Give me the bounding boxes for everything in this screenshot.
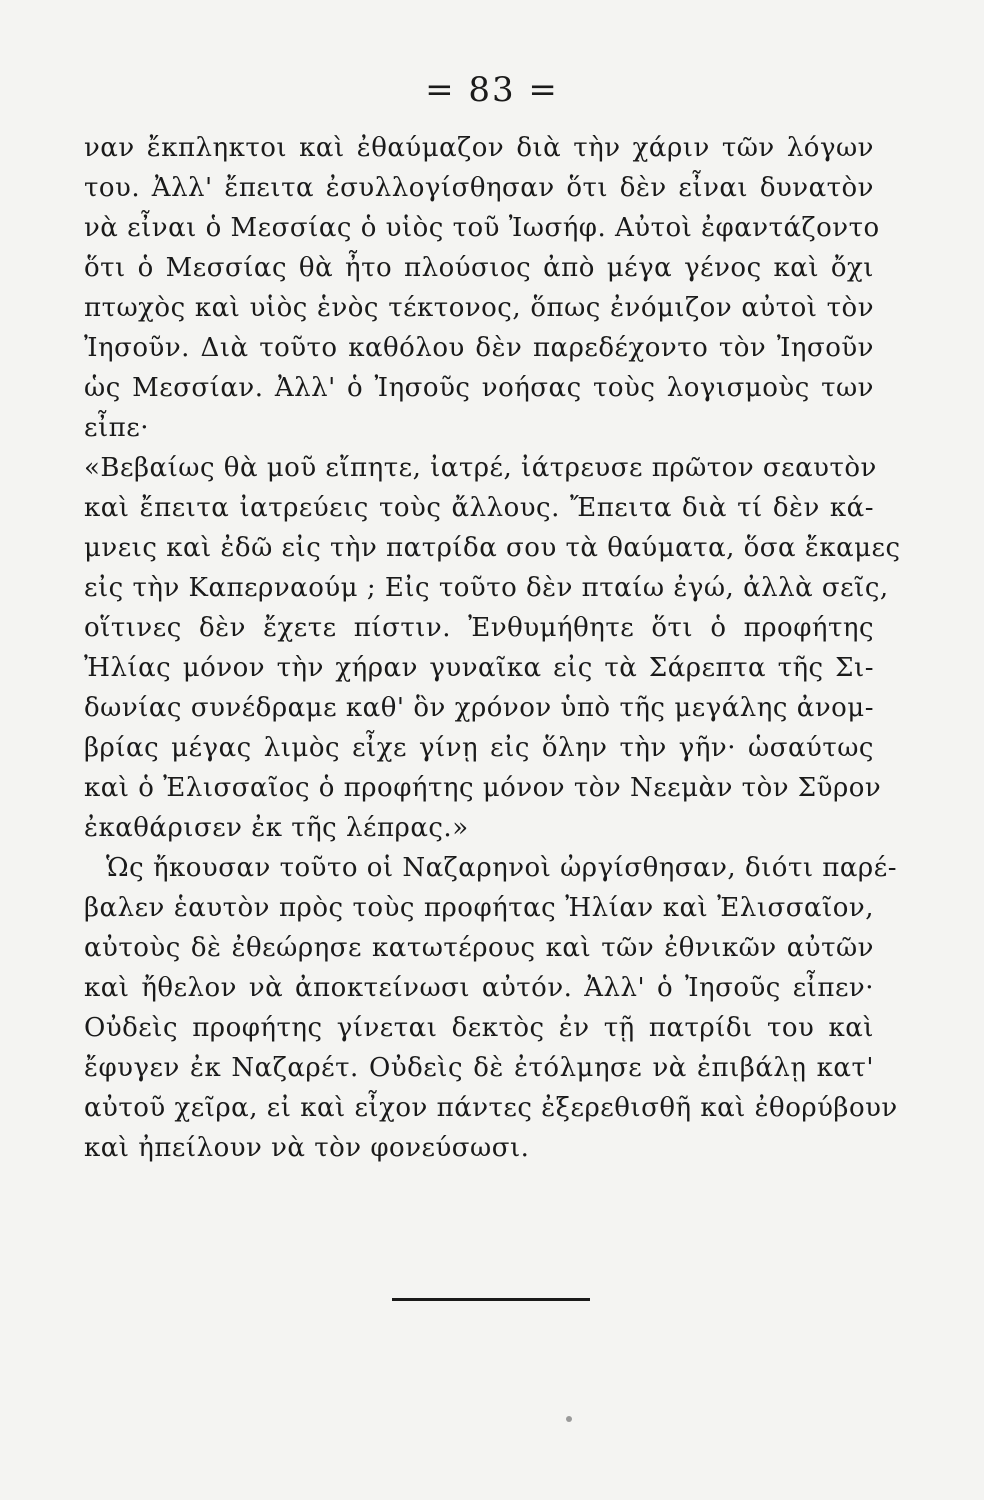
text-line: ἐκαθάρισεν ἐκ τῆς λέπρας.»	[84, 813, 469, 843]
text-line: καὶ ὁ Ἐλισσαῖος ὁ προφήτης μόνον τὸν Νεεμὰν τὸν Σῦρον	[84, 773, 882, 803]
text-line: Ὡς ἤκουσαν τοῦτο οἱ Ναζαρηνοὶ ὠργίσθησαν, διότι παρέ-	[106, 853, 897, 883]
paper-speck	[566, 1416, 572, 1422]
page-number: = 83 =	[425, 70, 559, 110]
text-line: ἔφυγεν ἐκ Ναζαρέτ. Οὐδεὶς δὲ ἐτόλμησε νὰ ἐπιβάλῃ κατ'	[84, 1053, 874, 1083]
text-line: νὰ εἶναι ὁ Μεσσίας ὁ υἱὸς τοῦ Ἰωσήφ. Αὐτοὶ ἐφαντάζοντο	[84, 213, 880, 243]
text-line: εἰς τὴν Καπερναούμ ; Εἰς τοῦτο δὲν πταίω ἐγώ, ἀλλὰ σεῖς,	[84, 573, 889, 603]
text-line: βαλεν ἑαυτὸν πρὸς τοὺς προφήτας Ἠλίαν καὶ Ἐλισσαῖον,	[84, 893, 874, 923]
text-line: αὐτοῦ χεῖρα, εἰ καὶ εἶχον πάντες ἐξερεθισθῆ καὶ ἐθορύβουν	[84, 1093, 898, 1123]
text-line: καὶ ἤθελον νὰ ἀποκτείνωσι αὐτόν. Ἀλλ' ὁ Ἰησοῦς εἶπεν·	[84, 973, 874, 1003]
paragraph-3	[84, 848, 898, 1168]
text-line: ὡς Μεσσίαν. Ἀλλ' ὁ Ἰησοῦς νοήσας τοὺς λογισμοὺς των	[84, 373, 874, 403]
text-line: μνεις καὶ ἐδῶ εἰς τὴν πατρίδα σου τὰ θαύματα, ὅσα ἔκαμες	[84, 533, 901, 563]
text-line: ὅτι ὁ Μεσσίας θὰ ἦτο πλούσιος ἀπὸ μέγα γένος καὶ ὄχι	[84, 253, 874, 283]
text-line: «Βεβαίως θὰ μοῦ εἴπητε, ἰατρέ, ἰάτρευσε πρῶτον σεαυτὸν	[84, 453, 877, 483]
paragraph-1	[84, 128, 880, 448]
text-line: οἵτινες δὲν ἔχετε πίστιν. Ἐνθυμήθητε ὅτι ὁ προφήτης	[84, 613, 874, 643]
text-line: καὶ ἔπειτα ἰατρεύεις τοὺς ἄλλους. Ἔπειτα διὰ τί δὲν κά-	[84, 493, 874, 523]
text-line: Ἠλίας μόνον τὴν χήραν γυναῖκα εἰς τὰ Σάρεπτα τῆς Σι-	[84, 653, 874, 683]
paragraph-2	[84, 448, 901, 848]
text-line: Ἰησοῦν. Διὰ τοῦτο καθόλου δὲν παρεδέχοντο τὸν Ἰησοῦν	[84, 333, 874, 363]
text-line: πτωχὸς καὶ υἱὸς ἑνὸς τέκτονος, ὅπως ἐνόμιζον αὐτοὶ τὸν	[84, 293, 874, 323]
text-line: Οὐδεὶς προφήτης γίνεται δεκτὸς ἐν τῇ πατρίδι του καὶ	[84, 1013, 874, 1043]
body-text	[84, 128, 901, 1168]
text-line: αὐτοὺς δὲ ἐθεώρησε κατωτέρους καὶ τῶν ἐθνικῶν αὐτῶν	[84, 933, 874, 963]
text-line: καὶ ἠπείλουν νὰ τὸν φονεύσωσι.	[84, 1133, 530, 1163]
text-line: ναν ἔκπληκτοι καὶ ἐθαύμαζον διὰ τὴν χάριν τῶν λόγων	[84, 133, 874, 163]
text-line: του. Ἀλλ' ἔπειτα ἐσυλλογίσθησαν ὅτι δὲν εἶναι δυνατὸν	[84, 173, 874, 203]
text-line: βρίας μέγας λιμὸς εἶχε γίνῃ εἰς ὅλην τὴν γῆν· ὡσαύτως	[84, 733, 874, 763]
text-line: εἶπε·	[84, 413, 149, 443]
text-line: δωνίας συνέδραμε καθ' ὃν χρόνον ὑπὸ τῆς μεγάλης ἀνομ-	[84, 693, 874, 723]
section-divider	[392, 1298, 590, 1301]
